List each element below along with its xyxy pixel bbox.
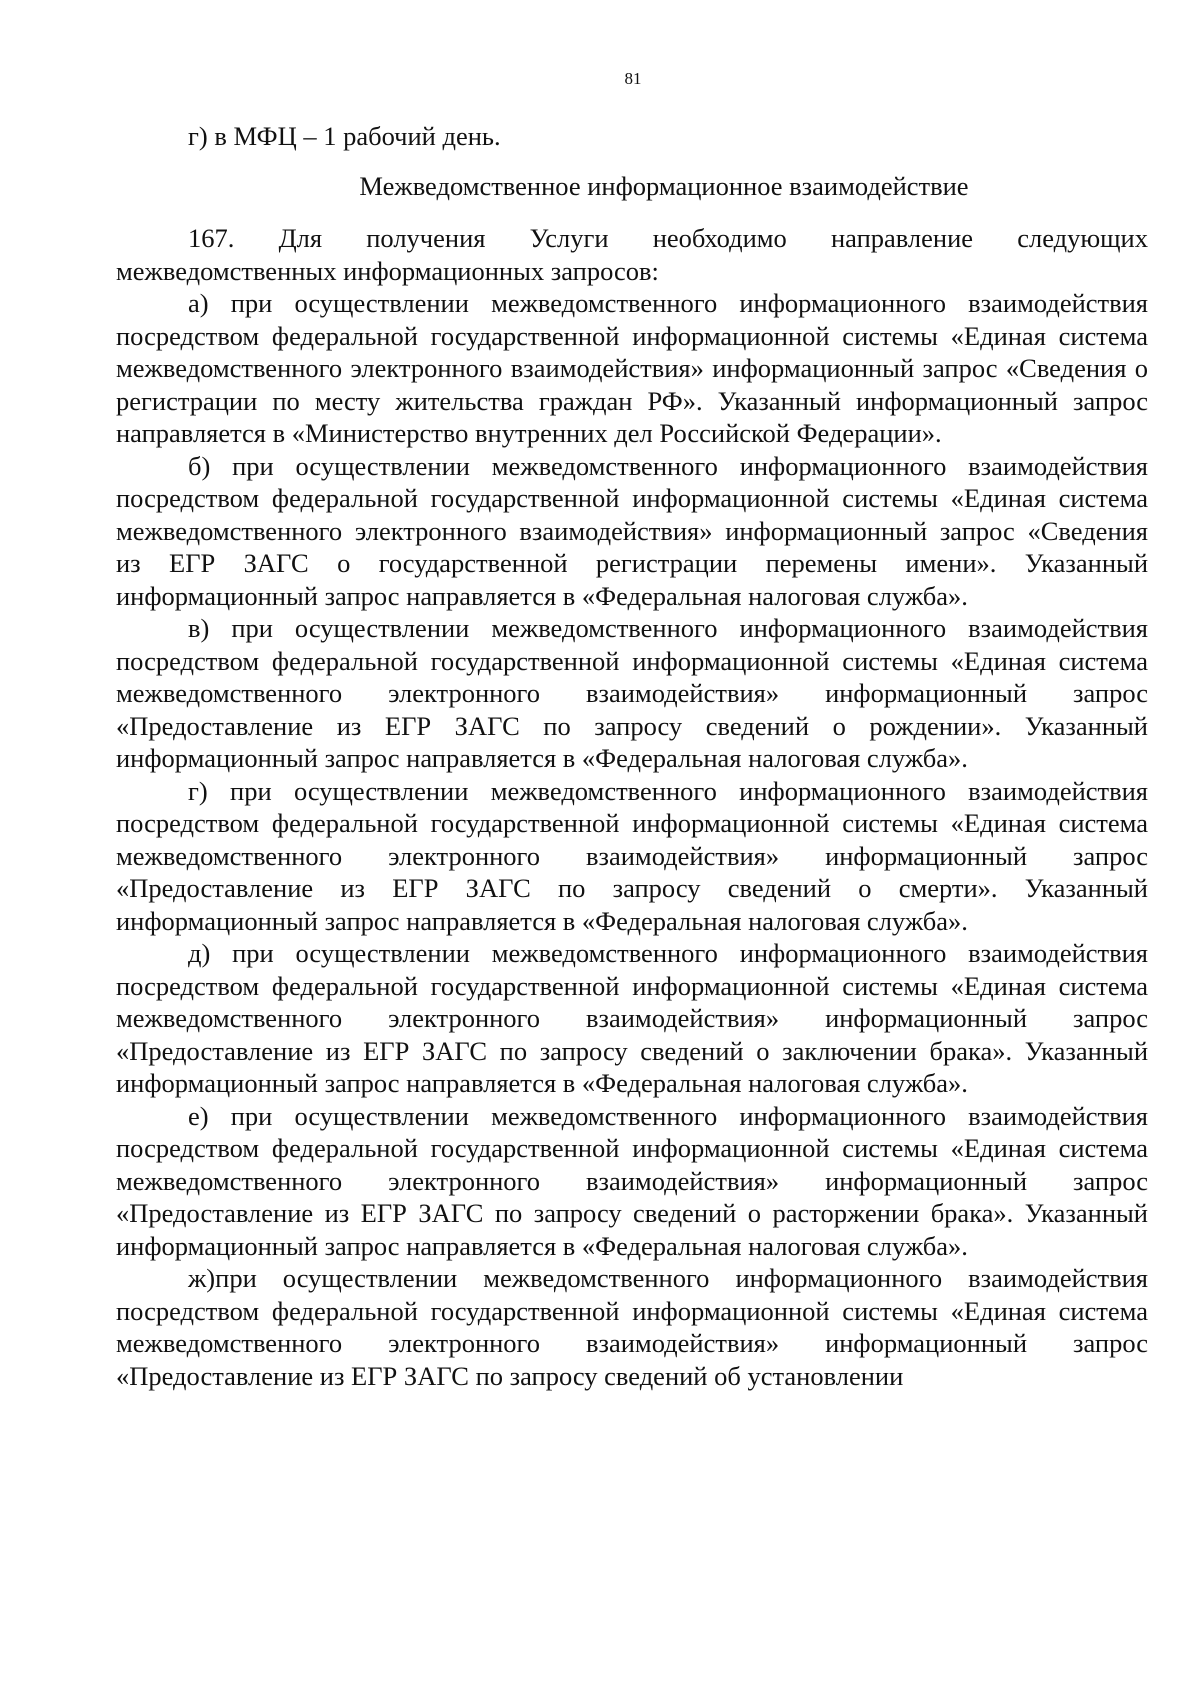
paragraph-item-g: г) при осуществлении межведомственного информационного взаимодействия посредством федеральной государственной информационной системы «Единая система межведомственного электронного взаимодействия» информационный запрос «Предоставление из ЕГР ЗАГС по запросу сведений о смерти». Указанный информационный запрос направляется в «Федеральная налоговая служба». [116,775,1148,936]
paragraph-item-e: е) при осуществлении межведомственного информационного взаимодействия посредством федеральной государственной информационной системы «Единая система межведомственного электронного взаимодействия» информационный запрос «Предоставление из ЕГР ЗАГС по запросу сведений о расторжении брака». Указанный информационный запрос направляется в «Федеральная налоговая служба». [116,1100,1148,1261]
paragraph-item-zh: ж)при осуществлении межведомственного информационного взаимодействия посредством федеральной государственной информационной системы «Единая система межведомственного электронного взаимодействия» информационный запрос «Предоставление из ЕГР ЗАГС по запросу сведений об установлении [116,1263,1148,1391]
paragraph-item-b: б) при осуществлении межведомственного информационного взаимодействия посредством федеральной государственной информационной системы «Единая система межведомственного электронного взаимодействия» информационный запрос «Сведения из ЕГР ЗАГС о государственной регистрации перемены имени». Указанный информационный запрос направляется в «Федеральная налоговая служба». [116,450,1148,611]
document-body [116,120,1148,1392]
page-number: 81 [624,69,642,88]
section-title: Межведомственное информационное взаимодействие [359,170,969,201]
previous-item-continuation: г) в МФЦ – 1 рабочий день. [188,121,501,151]
paragraph-167: 167. Для получения Услуги необходимо направление следующих межведомственных информационных запросов: [116,223,1148,286]
paragraph-item-v: в) при осуществлении межведомственного информационного взаимодействия посредством федеральной государственной информационной системы «Единая система межведомственного электронного взаимодействия» информационный запрос «Предоставление из ЕГР ЗАГС по запросу сведений о рождении». Указанный информационный запрос направляется в «Федеральная налоговая служба». [116,613,1148,773]
paragraph-item-d: д) при осуществлении межведомственного информационного взаимодействия посредством федеральной государственной информационной системы «Единая система межведомственного электронного взаимодействия» информационный запрос «Предоставление из ЕГР ЗАГС по запросу сведений о заключении брака». Указанный информационный запрос направляется в «Федеральная налоговая служба». [116,938,1148,1098]
paragraph-item-a: а) при осуществлении межведомственного информационного взаимодействия посредством федеральной государственной информационной системы «Единая система межведомственного электронного взаимодействия» информационный запрос «Сведения о регистрации по месту жительства граждан РФ». Указанный информационный запрос направляется в «Министерство внутренних дел Российской Федерации». [116,288,1148,448]
